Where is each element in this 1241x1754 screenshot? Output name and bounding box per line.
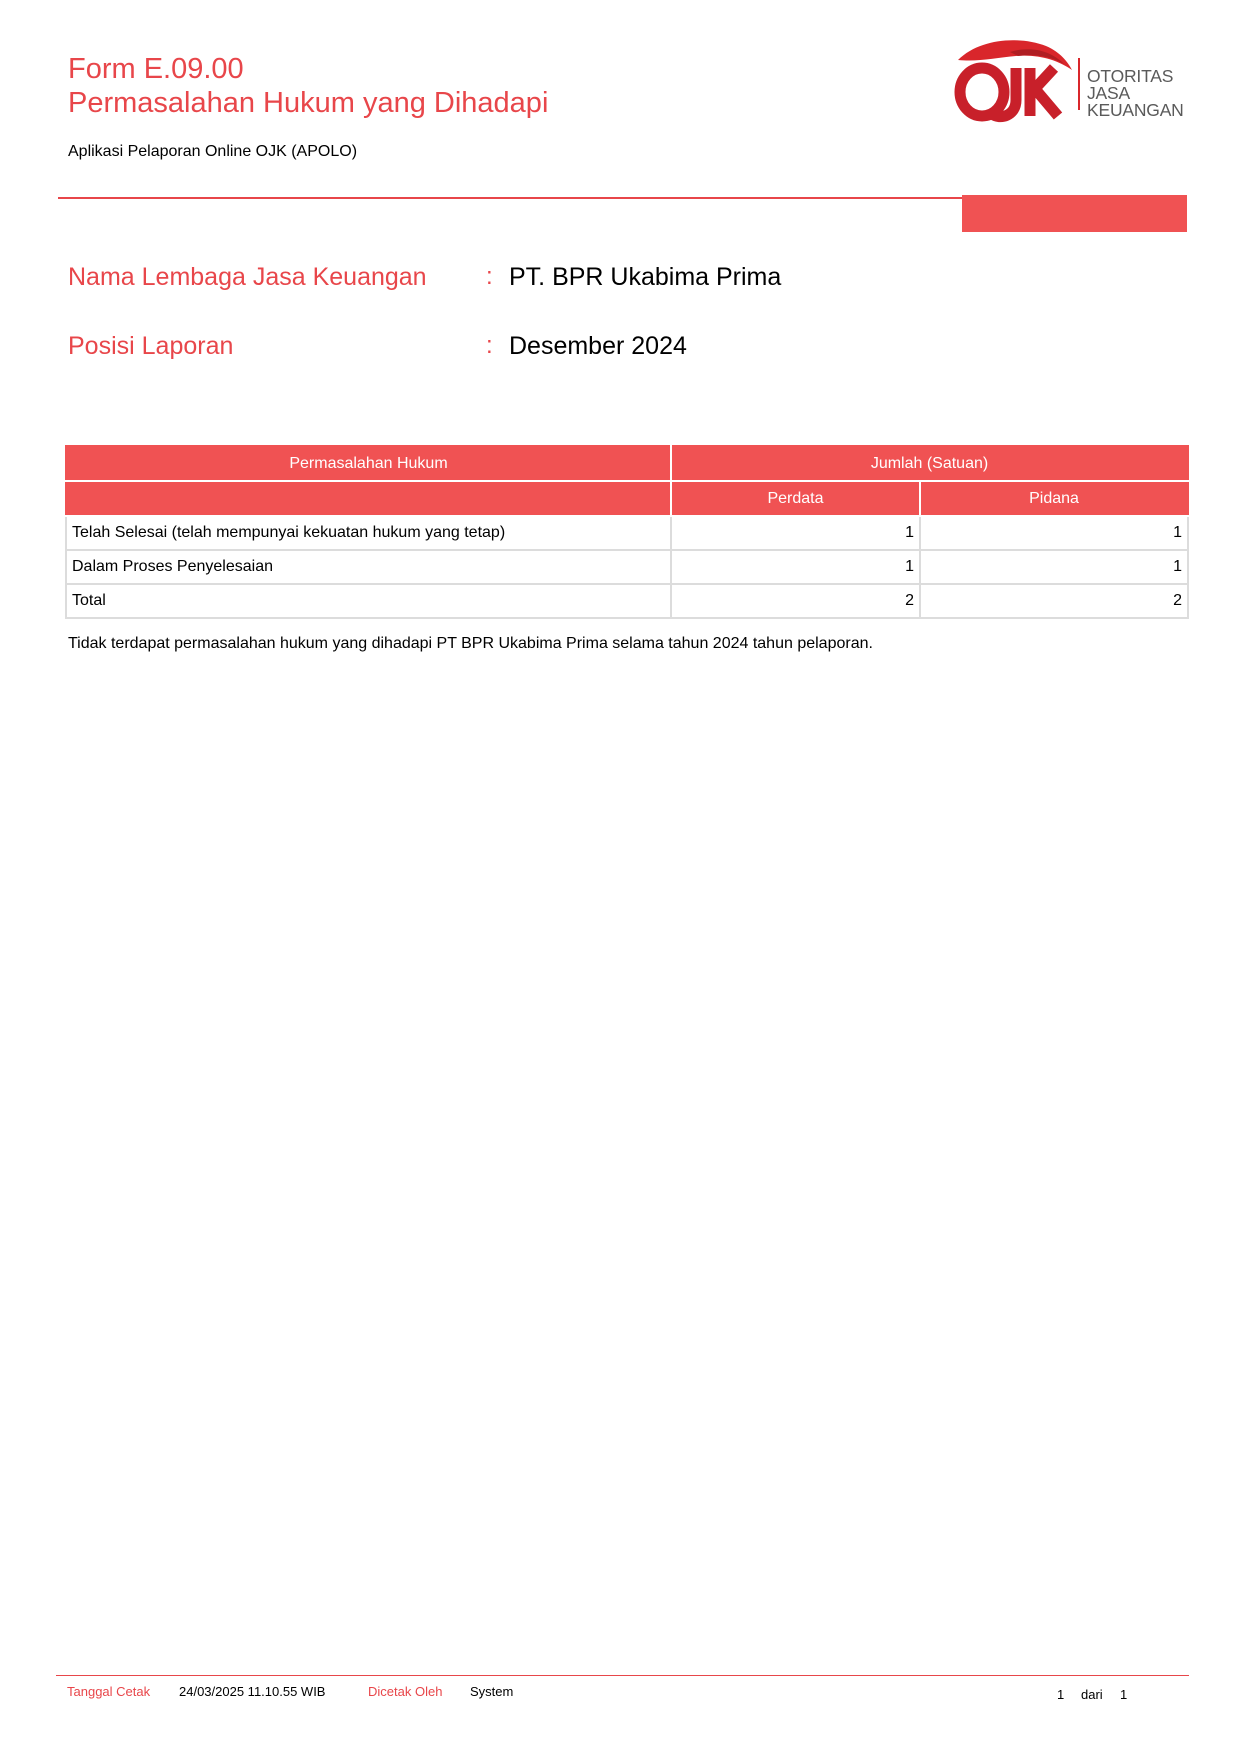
app-name: Aplikasi Pelaporan Online OJK (APOLO) <box>68 143 358 160</box>
logo-letter-k <box>1030 68 1058 116</box>
page-of-label: dari <box>1081 1687 1103 1702</box>
row-civil: 1 <box>671 550 920 584</box>
period-colon: : <box>486 332 493 359</box>
header-accent-block <box>962 195 1187 232</box>
printed-by-label: Dicetak Oleh <box>368 1684 443 1699</box>
row-criminal: 1 <box>920 516 1188 550</box>
form-code: Form E.09.00 <box>68 53 244 85</box>
print-date-label: Tanggal Cetak <box>67 1684 151 1699</box>
printed-by-value: System <box>470 1684 514 1699</box>
logo-line-3: KEUANGAN <box>1087 100 1184 120</box>
table-row-total <box>66 584 1188 618</box>
row-label: Total <box>66 584 671 618</box>
header-issue: Permasalahan Hukum <box>66 446 671 481</box>
logo-wordmark <box>1087 68 1184 119</box>
logo-letter-o <box>960 68 1004 116</box>
row-label: Dalam Proses Penyelesaian <box>66 550 671 584</box>
table-row <box>66 516 1188 550</box>
institution-value: PT. BPR Ukabima Prima <box>509 263 782 291</box>
row-criminal: 2 <box>920 584 1188 618</box>
print-date-value: 24/03/2025 11.10.55 WIB <box>179 1684 326 1699</box>
legal-issues-table <box>65 445 1189 619</box>
row-criminal: 1 <box>920 550 1188 584</box>
logo-divider <box>1078 58 1080 110</box>
row-label: Telah Selesai (telah mempunyai kekuatan hukum yang tetap) <box>66 516 671 550</box>
institution-label: Nama Lembaga Jasa Keuangan <box>68 263 427 291</box>
header-amount: Jumlah (Satuan) <box>671 446 1188 481</box>
page-current: 1 <box>1057 1687 1065 1702</box>
page-total: 1 <box>1120 1687 1128 1702</box>
header-criminal: Pidana <box>920 481 1188 516</box>
table-note: Tidak terdapat permasalahan hukum yang dihadapi PT BPR Ukabima Prima selama tahun 2024 tahun pelaporan. <box>68 635 873 652</box>
header-issue-blank <box>66 481 671 516</box>
form-title: Permasalahan Hukum yang Dihadapi <box>68 87 549 119</box>
table-row <box>66 550 1188 584</box>
header-rule <box>58 197 963 199</box>
footer-rule <box>56 1675 1189 1676</box>
header-civil: Perdata <box>671 481 920 516</box>
logo-line-1: OTORITAS <box>1087 66 1174 86</box>
row-civil: 1 <box>671 516 920 550</box>
period-value: Desember 2024 <box>509 332 687 360</box>
institution-colon: : <box>486 263 493 290</box>
logo-line-2: JASA <box>1087 83 1130 103</box>
period-label: Posisi Laporan <box>68 332 234 360</box>
row-civil: 2 <box>671 584 920 618</box>
